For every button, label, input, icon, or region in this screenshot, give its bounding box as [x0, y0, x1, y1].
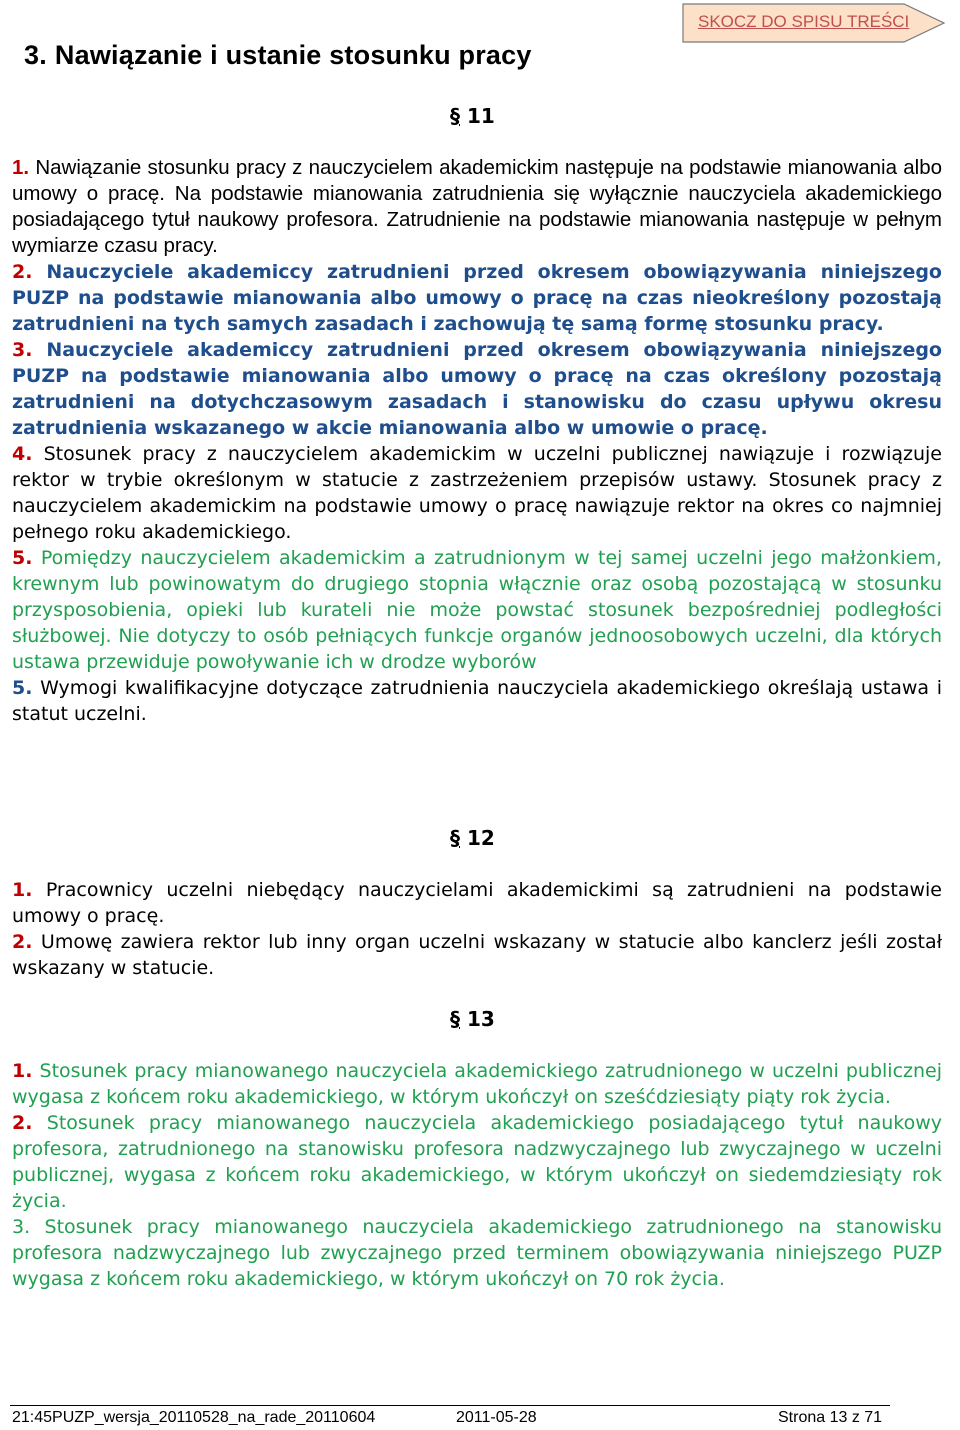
paragraph: 1. Pracownicy uczelni niebędący nauczycielami akademickimi są zatrudnieni na podstawie umowy o pracę. — [12, 879, 942, 927]
section-heading-11: § 11 — [450, 104, 495, 128]
footer-divider — [10, 1405, 890, 1406]
paragraph: 5. Pomiędzy nauczycielem akademickim a zatrudnionym w tej samej uczelni jego małżonkiem, krewnym lub powinowatym do drugiego stopnia włącznie oraz osobą pozostającą w stosunku przysposobienia, opieki lub kurateli nie może powstać stosunek bezpośredniej podległości służbowej. Nie dotyczy to osób pełniących funkcje organów jednoosobowych uczelni, dla których ustawa przewiduje powoływanie ich w drodze wyborów — [12, 547, 942, 673]
footer-date: 2011-05-28 — [456, 1409, 537, 1426]
paragraph: 3. Stosunek pracy mianowanego nauczyciela akademickiego zatrudnionego na stanowisku profesora nadzwyczajnego lub zwyczajnego przed terminem obowiązywania niniejszego PUZP wygasa z końcem roku akademickiego, w którym ukończył on 70 rok życia. — [12, 1216, 942, 1290]
paragraph: 2. Nauczyciele akademiccy zatrudnieni przed okresem obowiązywania niniejszego PUZP na podstawie mianowania albo umowy o pracę na czas nieokreślony pozostają zatrudnieni na tych samych zasadach i zachowują tę samą formę stosunku pracy. — [12, 261, 942, 335]
footer-page-number: Strona 13 z 71 — [778, 1409, 883, 1426]
paragraph: 2. Stosunek pracy mianowanego nauczyciela akademickiego posiadającego tytuł naukowy profesora, zatrudnionego na stanowisku profesora nadzwyczajnego lub zwyczajnego w uczelni publicznej, wygasa z końcem roku akademickiego, w którym ukończył on siedemdziesiąty rok życia. — [12, 1112, 943, 1212]
section-11-body — [12, 155, 942, 727]
skip-to-toc-link[interactable] — [682, 3, 946, 43]
paragraph: 5. Wymogi kwalifikacyjne dotyczące zatrudnienia nauczyciela akademickiego określają ustawa i statut uczelni. — [12, 677, 942, 725]
paragraph: 2. Umowę zawiera rektor lub inny organ uczelni wskazany w statucie albo kanclerz jeśli został wskazany w statucie. — [12, 931, 942, 979]
paragraph: 1. Nawiązanie stosunku pracy z nauczycielem akademickim następuje na podstawie mianowania albo umowy o pracę. Na podstawie mianowania zatrudnienia się wyłącznie nauczyciela akademickiego posiadającego tytuł naukowy profesora. Zatrudnienie na podstawie mianowania następuje w pełnym wymiarze czasu pracy. — [12, 156, 943, 257]
skip-to-toc-label: SKOCZ DO SPISU TREŚCI — [698, 12, 910, 31]
section-heading-13: § 13 — [450, 1007, 495, 1031]
section-12-body — [12, 877, 942, 981]
chapter-title — [24, 40, 532, 71]
paragraph: 1. Stosunek pracy mianowanego nauczyciela akademickiego zatrudnionego w uczelni publicznej wygasa z końcem roku akademickiego, w którym ukończył on sześćdziesiąty piąty rok życia. — [12, 1060, 942, 1108]
section-13-body — [12, 1058, 942, 1292]
paragraph: 3. Nauczyciele akademiccy zatrudnieni przed okresem obowiązywania niniejszego PUZP na podstawie mianowania albo umowy o pracę na czas określony pozostają zatrudnieni na dotychczasowym zasadach i stanowisku do czasu upływu okresu zatrudnienia wskazanego w akcie mianowania albo w umowie o pracę. — [12, 339, 942, 439]
section-heading-12: § 12 — [450, 826, 495, 850]
footer-filename: 21:45PUZP_wersja_20110528_na_rade_20110604 — [12, 1409, 376, 1426]
chapter-number: 3. — [24, 40, 47, 70]
paragraph: 4. Stosunek pracy z nauczycielem akademickim w uczelni publicznej nawiązuje i rozwiązuje rektor w trybie określonym w statucie z zastrzeżeniem przepisów ustawy. Stosunek pracy z nauczycielem akademickim na podstawie umowy o pracę nawiązuje rektor na okres co najmniej pełnego roku akademickiego. — [12, 443, 942, 543]
chapter-title-text: Nawiązanie i ustanie stosunku pracy — [54, 40, 532, 70]
